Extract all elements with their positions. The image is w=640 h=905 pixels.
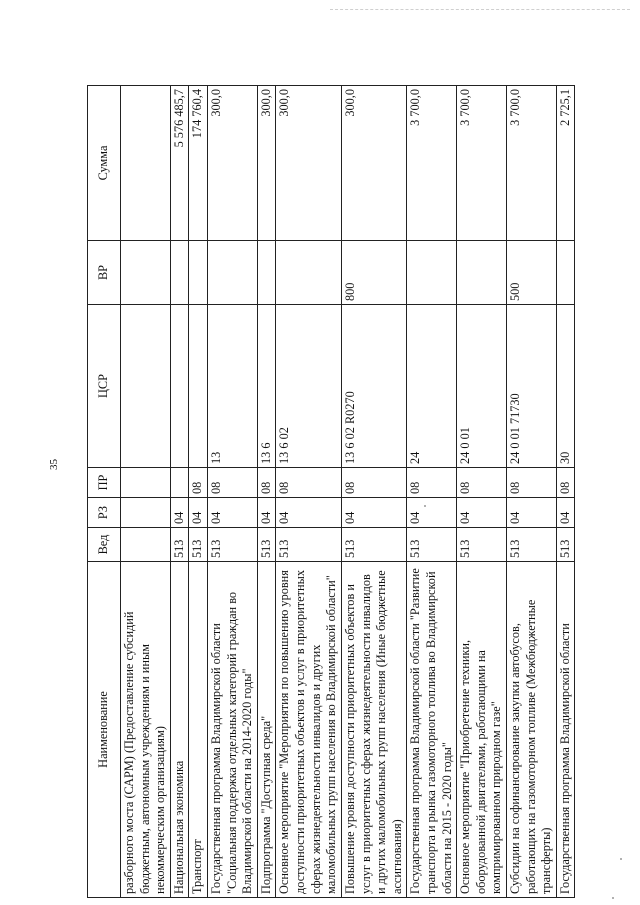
- cell-ved: 513: [189, 528, 208, 562]
- cell-csr: 30: [556, 305, 575, 468]
- page-number: 35: [48, 459, 60, 470]
- cell-sum: 2 725,1: [556, 86, 575, 241]
- table-row: [276, 86, 341, 898]
- cell-pr: 08: [208, 468, 258, 498]
- cell-sum: 174 760,4: [189, 86, 208, 241]
- cell-ved: 513: [208, 528, 258, 562]
- table-row: [170, 86, 189, 898]
- cell-csr: [170, 305, 189, 468]
- cell-sum: 300,0: [208, 86, 258, 241]
- cell-ved: 513: [170, 528, 189, 562]
- cell-sum: 300,0: [257, 86, 276, 241]
- cell-csr: 13 6 02: [276, 305, 341, 468]
- cell-vr: [556, 241, 575, 305]
- table-row: [407, 86, 457, 898]
- cell-name: Основное мероприятие "Приобретение техники, оборудованной двигателями, работающими на компримированном природном газе": [457, 562, 507, 898]
- cell-name: Повышение уровня доступности приоритетных объектов и услуг в приоритетных сферах жизнедеятельности инвалидов и других маломобильных групп населения (Иные бюджетные ассигнования): [341, 562, 406, 898]
- cell-pr: 08: [189, 468, 208, 498]
- cell-vr: 500: [507, 241, 557, 305]
- header-csr: ЦСР: [88, 305, 121, 468]
- cell-csr: [121, 305, 171, 468]
- cell-csr: 24: [407, 305, 457, 468]
- cell-sum: 3 700,0: [457, 86, 507, 241]
- cell-rz: 04: [276, 498, 341, 528]
- header-vr: ВР: [88, 241, 121, 305]
- cell-csr: 24 0 01: [457, 305, 507, 468]
- header-ved: Вед: [88, 528, 121, 562]
- scan-speck: [612, 897, 614, 899]
- cell-vr: [121, 241, 171, 305]
- table-row: [341, 86, 406, 898]
- cell-pr: [121, 468, 171, 498]
- cell-ved: 513: [341, 528, 406, 562]
- cell-pr: 08: [341, 468, 406, 498]
- cell-name: Национальная экономика: [170, 562, 189, 898]
- cell-rz: 04: [341, 498, 406, 528]
- header-pr: ПР: [88, 468, 121, 498]
- cell-csr: 13 6: [257, 305, 276, 468]
- cell-csr: 13 6 02 R0270: [341, 305, 406, 468]
- header-name: Наименование: [88, 562, 121, 898]
- cell-rz: 04: [208, 498, 258, 528]
- rotated-table-container: [87, 86, 602, 898]
- cell-sum: 300,0: [341, 86, 406, 241]
- cell-name: Основное мероприятие "Мероприятия по повышению уровня доступности приоритетных объектов и услуг в приоритетных сферах жизнедеятельности инвалидов и других маломобильных групп населения во Владимирской области": [276, 562, 341, 898]
- table-row: [507, 86, 557, 898]
- cell-pr: 08: [556, 468, 575, 498]
- cell-pr: 08: [407, 468, 457, 498]
- cell-vr: [407, 241, 457, 305]
- cell-pr: [170, 468, 189, 498]
- cell-sum: 300,0: [276, 86, 341, 241]
- cell-ved: 513: [276, 528, 341, 562]
- cell-ved: [121, 528, 171, 562]
- cell-pr: 08: [257, 468, 276, 498]
- table-row: [457, 86, 507, 898]
- cell-vr: [170, 241, 189, 305]
- cell-sum: [121, 86, 171, 241]
- cell-name: разборного моста (САРМ) (Предоставление субсидий бюджетным, автономным учреждениям и иным некоммерческим организациям): [121, 562, 171, 898]
- cell-sum: 3 700,0: [407, 86, 457, 241]
- cell-ved: 513: [507, 528, 557, 562]
- cell-vr: 800: [341, 241, 406, 305]
- table-row: [121, 86, 171, 898]
- cell-rz: 04: [457, 498, 507, 528]
- scan-speck: [620, 858, 622, 860]
- cell-ved: 513: [407, 528, 457, 562]
- table-row: [257, 86, 276, 898]
- cell-sum: 3 700,0: [507, 86, 557, 241]
- cell-ved: 513: [257, 528, 276, 562]
- budget-table: [87, 85, 575, 898]
- cell-rz: 04: [407, 498, 457, 528]
- cell-rz: 04: [257, 498, 276, 528]
- cell-pr: 08: [507, 468, 557, 498]
- cell-name: Субсидии на софинансирование закупки автобусов, работающих на газомоторном топливе (Межбюджетные трансферты): [507, 562, 557, 898]
- cell-name: Государственная программа Владимирской области "Развитие транспорта и рынка газомоторного топлива во Владимирской области на 2015 - 2020 годы": [407, 562, 457, 898]
- cell-name: Государственная программа Владимирской области "Социальная поддержка отдельных категорий граждан во Владимирской области на 2014-2020 годы": [208, 562, 258, 898]
- cell-vr: [257, 241, 276, 305]
- cell-csr: [189, 305, 208, 468]
- cell-sum: 5 576 485,7: [170, 86, 189, 241]
- header-rz: РЗ: [88, 498, 121, 528]
- cell-pr: 08: [276, 468, 341, 498]
- table-row: [208, 86, 258, 898]
- cell-rz: 04: [556, 498, 575, 528]
- cell-ved: 513: [457, 528, 507, 562]
- cell-vr: [276, 241, 341, 305]
- cell-pr: 08: [457, 468, 507, 498]
- table-row: [556, 86, 575, 898]
- table-row: [189, 86, 208, 898]
- scan-edge-line: [330, 9, 630, 10]
- cell-vr: [208, 241, 258, 305]
- cell-rz: 04: [507, 498, 557, 528]
- cell-vr: [189, 241, 208, 305]
- header-sum: Сумма: [88, 86, 121, 241]
- cell-name: Транспорт: [189, 562, 208, 898]
- cell-csr: 13: [208, 305, 258, 468]
- cell-name: Подпрограмма "Доступная среда": [257, 562, 276, 898]
- table-header-row: [88, 86, 121, 898]
- cell-vr: [457, 241, 507, 305]
- cell-csr: 24 0 01 71730: [507, 305, 557, 468]
- cell-rz: 04: [189, 498, 208, 528]
- cell-rz: 04: [170, 498, 189, 528]
- cell-ved: 513: [556, 528, 575, 562]
- cell-rz: [121, 498, 171, 528]
- cell-name: Государственная программа Владимирской области: [556, 562, 575, 898]
